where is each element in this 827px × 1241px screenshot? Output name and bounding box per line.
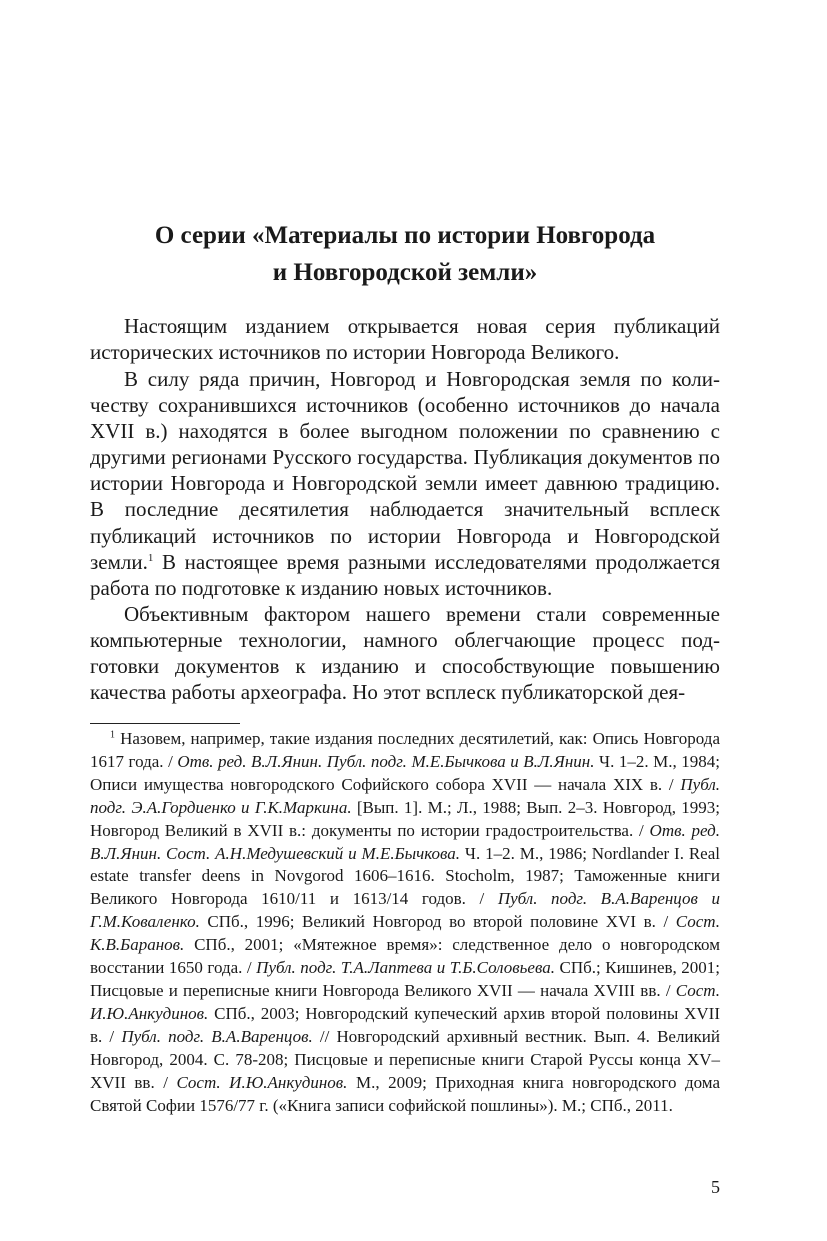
footnote-text: Ч. 1–2. М., 1986; Nordlander I. Real estate transfer deens in Novgorod 1606–1616. Stocholm, 1987; Таможенные книги Великого Новгорода 1610/11 и 1613/14 годов. / bbox=[90, 843, 720, 909]
page-number: 5 bbox=[711, 1177, 720, 1197]
footnote-1 bbox=[90, 728, 720, 1117]
footnote-marker: 1 bbox=[110, 729, 115, 741]
footnote-text: СПб., 2001; «Мятежное время»: следственное дело о новгородском восстании 1650 года. / bbox=[90, 935, 720, 978]
footnote-text: СПб., 2003; Новгородский купеческий архив второй половины XVII в. / bbox=[90, 1003, 720, 1046]
series-title-line-1: О серии «Материалы по истории Новгорода bbox=[154, 222, 656, 249]
footnote-editor-credit: Публ. подг. В.А.Варенцов и Г.М.Коваленко. bbox=[90, 889, 721, 932]
footnote-text: Назовем, например, такие издания последних десятилетий, как: Опись Новгорода 1617 года. / bbox=[90, 729, 720, 771]
footnote-editor-credit: Сост. К.В.Баранов. bbox=[90, 912, 720, 955]
footnote-text: СПб.; Кишинев, 2001; Писцовые и переписные книги Новгорода Великого XVII — начала XVIII вв. / bbox=[90, 958, 721, 1000]
paragraph-2-text-a: В силу ряда причин, Новгород и Новгородская земля по количеству сохранившихся источников (особенно источников до начала XVII в.) находятся в более выгодном положении по сравнению с другими регионами Русского государства. Публикация документов по истории Новгорода и Новгородской земли имеет давнюю традицию. В последние десятилетия наблюдается значительный всплеск публикаций источников по истории Новгорода и Новгородской земли. bbox=[90, 367, 720, 574]
paragraph-2 bbox=[90, 366, 720, 601]
footnote-text: [Вып. 1]. М.; Л., 1988; Вып. 2–3. Новгород, 1993; Новгород Великий в XVII в.: документы по истории градостроительства. / bbox=[90, 797, 720, 840]
series-title-line-2: и Новгородской земли» bbox=[272, 259, 538, 286]
footnote-reference-1[interactable]: 1 bbox=[147, 551, 154, 564]
footnote-editor-credit: Сост. И.Ю.Анкудинов. bbox=[90, 980, 720, 1023]
footnote-editor-credit: Отв. ред. В.Л.Янин. Сост. А.Н.Медушевский и М.Е.Бычкова. bbox=[90, 820, 720, 863]
footnote-divider bbox=[90, 723, 240, 724]
footnote-text: СПб., 1996; Великий Новгород во второй половине XVI в. / bbox=[199, 912, 676, 932]
footnote-editor-credit: Публ. подг. В.А.Варенцов. bbox=[121, 1026, 313, 1046]
footnote-text: // Новгородский архивный вестник. Вып. 4. Великий Новгород, 2004. С. 78-208; Писцовые и переписные книги Старой Руссы конца XV–XVII вв. / bbox=[90, 1026, 720, 1092]
footnote-editor-credit: Сост. И.Ю.Анкудинов. bbox=[176, 1072, 348, 1092]
footnote-text: Ч. 1–2. М., 1984; Описи имущества новгородского Софийского собора XVII — начала XIX в. / bbox=[90, 751, 720, 794]
paragraph-1: Настоящим изданием открывается новая серия публикаций исторических источников по истории Новгорода Великого. bbox=[90, 314, 720, 365]
paragraph-3: Объективным фактором нашего времени стали современные компьютерные технологии, намного облегчающие процесс подготовки документов к изданию и способствующие повышению качества работы археографа. Но этот всплеск публикаторской дея- bbox=[90, 602, 720, 705]
footnote-editor-credit: Отв. ред. В.Л.Янин. Публ. подг. М.Е.Бычкова и В.Л.Янин. bbox=[177, 751, 595, 771]
footnote-text: М., 2009; Приходная книга новгородского дома Святой Софии 1576/77 г. («Книга записи софийской пошлины»). М.; СПб., 2011. bbox=[90, 1072, 720, 1115]
footnote-editor-credit: Публ. подг. Э.А.Гордиенко и Г.К.Маркина. bbox=[90, 774, 720, 817]
paragraph-2-text-b: В настоящее время разными исследователями продолжается работа по подготовке к изданию новых источников. bbox=[90, 549, 720, 600]
footnote-editor-credit: Публ. подг. Т.А.Лаптева и Т.Б.Соловьева. bbox=[256, 958, 555, 978]
